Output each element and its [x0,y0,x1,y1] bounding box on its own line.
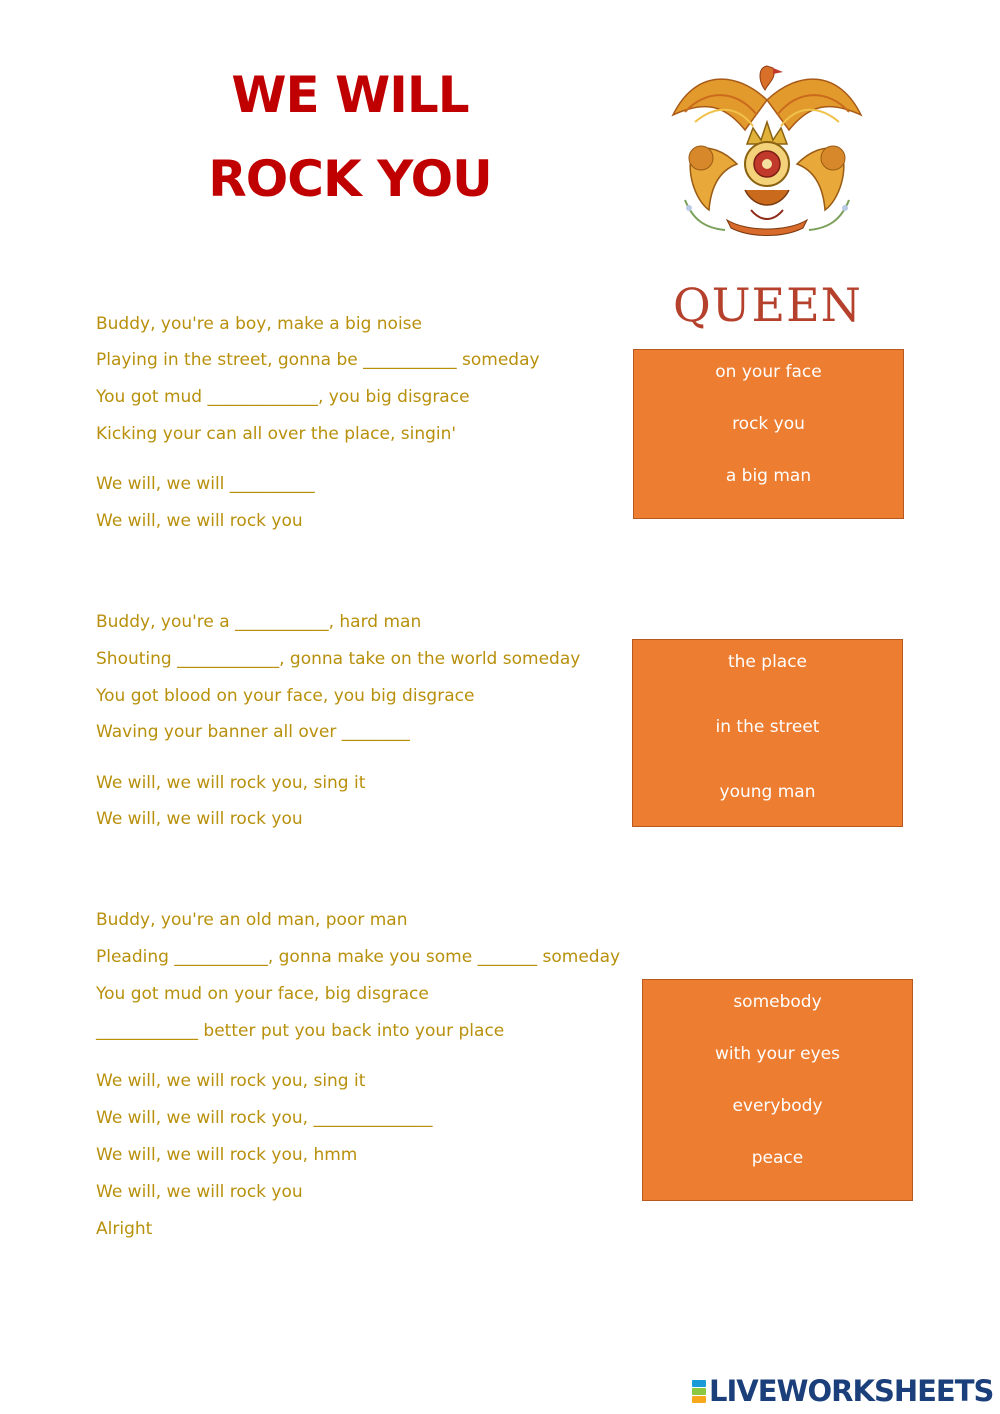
liveworksheets-logo-icon [692,1380,706,1403]
queen-crest-logo [665,60,870,332]
verse-3-line-4: ____________ better put you back into your place [96,1021,505,1041]
word-bank-3-option[interactable]: peace [751,1148,804,1168]
word-bank-1-option[interactable]: a big man [725,466,812,486]
verse-3-line-6: We will, we will rock you, ______________ [96,1108,433,1128]
verse-3-line-9: Alright [96,1219,153,1239]
verse-1-line-2: Playing in the street, gonna be ___________ someday [96,350,540,370]
verse-3-line-8: We will, we will rock you [96,1182,303,1202]
verse-2-line-4: Waving your banner all over ________ [96,722,410,742]
verse-1-line-6: We will, we will rock you [96,511,303,531]
verse-1-line-3: You got mud _____________, you big disgrace [96,387,470,407]
verse-2-line-6: We will, we will rock you [96,809,303,829]
verse-2-line-1: Buddy, you're a ___________, hard man [96,612,422,632]
verse-3-line-3: You got mud on your face, big disgrace [96,984,429,1004]
word-bank-3 [642,979,913,1201]
verse-3-line-2: Pleading ___________, gonna make you some _______ someday [96,947,621,967]
verse-1-line-1: Buddy, you're a boy, make a big noise [96,314,422,334]
verse-2-line-5: We will, we will rock you, sing it [96,773,366,793]
queen-crest-icon [665,60,870,285]
word-bank-3-option[interactable]: everybody [732,1096,823,1116]
verse-2-line-3: You got blood on your face, you big disgrace [96,686,475,706]
verse-3-line-5: We will, we will rock you, sing it [96,1071,366,1091]
word-bank-1-option[interactable]: on your face [715,362,822,382]
word-bank-3-option[interactable]: somebody [733,992,822,1012]
word-bank-2-option[interactable]: in the street [715,717,820,737]
word-bank-1 [633,349,904,519]
title-line-1: WE WILL [231,66,469,124]
liveworksheets-brand: LIVEWORKSHEETS [709,1374,994,1408]
word-bank-2 [632,639,903,827]
word-bank-1-option[interactable]: rock you [732,414,805,434]
word-bank-3-option[interactable]: with your eyes [715,1044,840,1064]
verse-2-line-2: Shouting ____________, gonna take on the world someday [96,649,581,669]
verse-3-line-1: Buddy, you're an old man, poor man [96,910,408,930]
liveworksheets-footer[interactable] [692,1374,993,1408]
word-bank-2-option[interactable]: the place [727,652,808,672]
verse-3-line-7: We will, we will rock you, hmm [96,1145,358,1165]
queen-logo-word: QUEEN [673,278,862,332]
title-line-2: ROCK YOU [208,150,492,208]
verse-1-line-4: Kicking your can all over the place, singin' [96,424,457,444]
word-bank-2-option[interactable]: young man [719,782,816,802]
verse-1-line-5: We will, we will __________ [96,474,315,494]
